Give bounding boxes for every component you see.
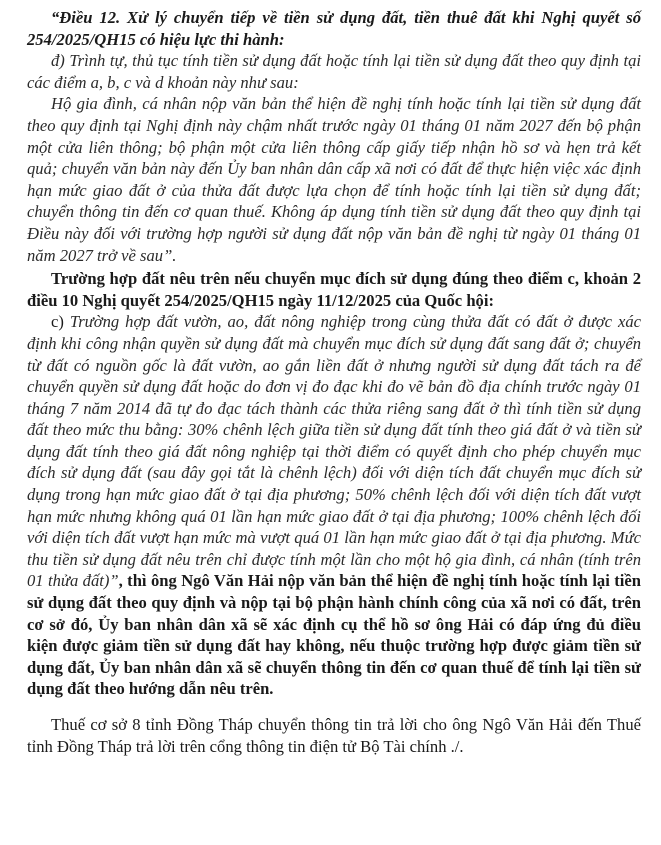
case-intro: Trường hợp đất nêu trên nếu chuyển mục đích sử dụng đúng theo điểm c, khoản 2 điều 10 Nghị quyết 254/2025/QH15 ngày 11/12/2025 của Quốc hội: bbox=[27, 269, 641, 310]
point-c-body: Trường hợp đất vườn, ao, đất nông nghiệp trong cùng thửa đất có đất ở được xác định khi công nhận quyền sử dụng đất mà chuyển mục đích sử dụng đất sang đất ở; chuyển từ đất có nguồn gốc là đất vườn, ao gắn liền đất ở nhưng người sử dụng đất tách ra để chuyển quyền sử dụng đất hoặc do đơn vị đo đạc khi đo vẽ bản đồ địa chính trước ngày 01 tháng 7 năm 2014 đã tự đo đạc tách thành các thửa riêng sang đất ở thì tính tiền sử dụng đất theo mức thu bằng: 30% chênh lệch giữa tiền sử dụng đất tính theo giá đất ở và tiền sử dụng đất tính theo giá đất nông nghiệp tại thời điểm có quyết định cho phép chuyển mục đích sử dụng đất (sau đây gọi tắt là chênh lệch) đối với diện tích đất chuyển mục đích sử dụng trong hạn mức giao đất ở tại địa phương; 50% chênh lệch đối với diện tích đất vượt hạn mức nhưng không quá 01 lần hạn mức giao đất ở tại địa phương; 100% chênh lệch đối với diện tích đất vượt hạn mức mà vượt quá 01 lần hạn mức giao đất ở tại địa phương. Mức thu tiền sử dụng đất nêu trên chỉ được tính một lần cho một hộ gia đình, cá nhân (tính trên 01 thửa đất)” bbox=[27, 312, 642, 591]
article-heading: “Điều 12. Xử lý chuyển tiếp về tiền sử dụng đất, tiền thuê đất khi Nghị quyết số 254/2025/QH15 có hiệu lực thi hành: bbox=[27, 8, 641, 49]
point-c-tail: , thì ông Ngô Văn Hải nộp văn bản thể hiện đề nghị tính hoặc tính lại tiền sử dụng đất theo quy định và nộp tại bộ phận hành chính công của xã nơi có đất, trên cơ sở đó, Ủy ban nhân dân xã sẽ xác định cụ thể hồ sơ ông Hải có đáp ứng đủ điều kiện được giảm tiền sử dụng đất hay không, nếu thuộc trường hợp được giảm tiền sử dụng đất, Ủy ban nhân dân xã sẽ chuyển thông tin đến cơ quan thuế để tính lại tiền sử dụng đất theo hướng dẫn nêu trên. bbox=[27, 571, 641, 699]
point-d-title: đ) Trình tự, thủ tục tính tiền sử dụng đất hoặc tính lại tiền sử dụng đất theo quy định tại các điểm a, b, c và d khoản này như sau: bbox=[27, 51, 641, 92]
point-c-paragraph bbox=[27, 311, 641, 700]
closing-paragraph: Thuế cơ sở 8 tỉnh Đồng Tháp chuyển thông tin trả lời cho ông Ngô Văn Hải đến Thuế tỉnh Đồng Tháp trả lời trên cổng thông tin điện tử Bộ Tài chính ./. bbox=[27, 715, 641, 756]
point-c-label: c) bbox=[51, 312, 70, 332]
point-d-body: Hộ gia đình, cá nhân nộp văn bản thể hiện đề nghị tính hoặc tính lại tiền sử dụng đất theo quy định tại Nghị định này chậm nhất trước ngày 01 tháng 01 năm 2027 đến bộ phận một cửa liên thông; bộ phận một cửa liên thông cấp giấy tiếp nhận hồ sơ và hẹn trả kết quả; chuyển văn bản này đến Ủy ban nhân dân cấp xã nơi có đất để thực hiện việc xác định hạn mức giao đất ở của thửa đất được lựa chọn để tính hoặc tính lại tiền sử dụng đất; chuyển thông tin đến cơ quan thuế. Không áp dụng tính tiền sử dụng đất theo quy định tại Điều này đối với trường hợp người sử dụng đất nộp văn bản đề nghị từ ngày 01 tháng 01 năm 2027 trở về sau”. bbox=[27, 94, 641, 265]
